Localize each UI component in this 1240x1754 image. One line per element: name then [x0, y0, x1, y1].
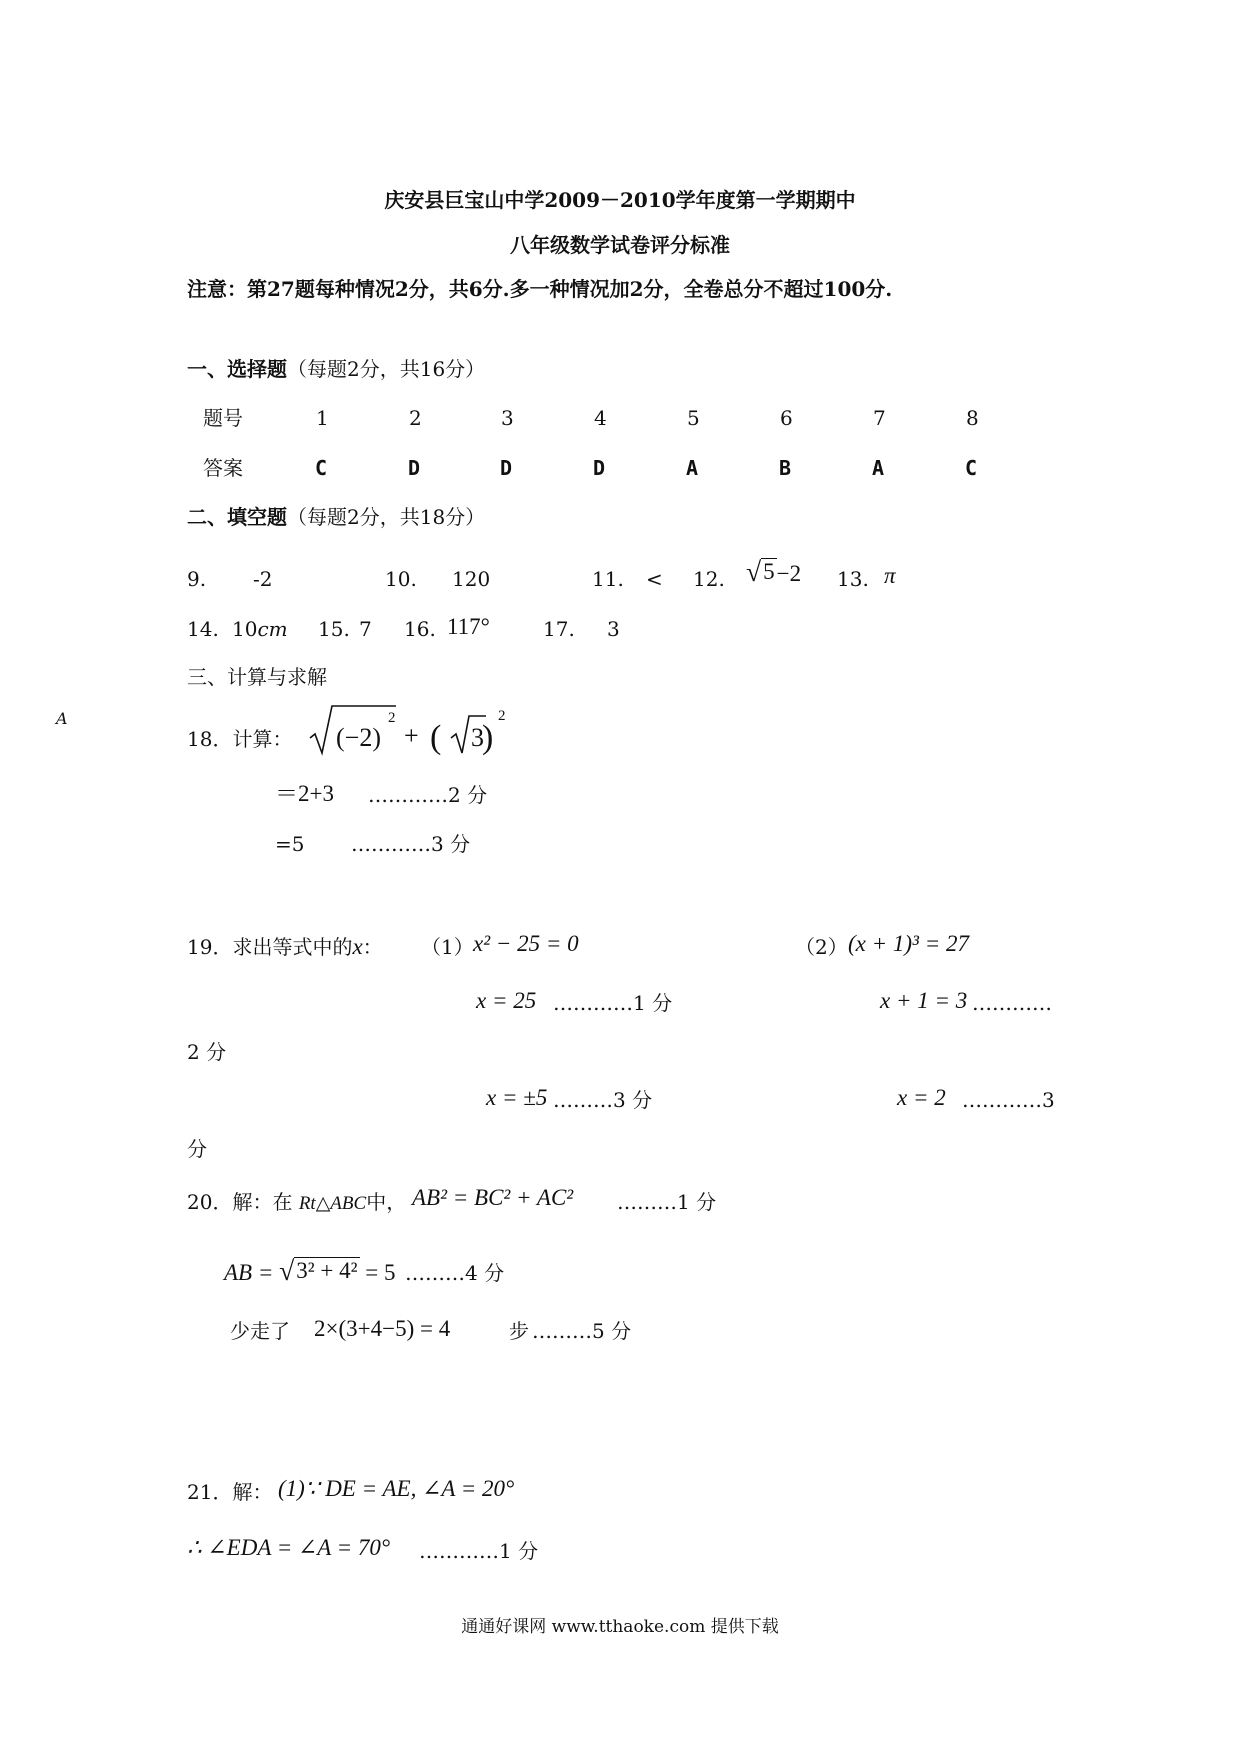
document-title: 庆安县巨宝山中学2009－2010学年度第一学期期中	[384, 188, 856, 212]
fill-q12-rest: −2	[776, 561, 802, 586]
section-calc-heading: 三、计算与求解	[187, 665, 327, 689]
table-row-label-answer: 答案	[203, 456, 243, 480]
question-number: 3	[501, 406, 514, 430]
q19-part1-step1: x = 25	[476, 988, 537, 1013]
q19-part1-equation: x² − 25 = 0	[473, 931, 579, 956]
fill-q9-number: 9.	[187, 567, 207, 591]
section-fill	[187, 504, 485, 530]
question-number: 1	[316, 406, 329, 430]
question-number: 5	[687, 406, 700, 430]
fill-q15-answer: 7	[359, 617, 372, 641]
fill-q17-answer: 3	[607, 617, 620, 641]
q21-equation2-score: …………1 分	[419, 1539, 539, 1563]
margin-mark: A	[56, 709, 68, 728]
svg-text:): )	[482, 719, 494, 756]
q18-label: 18．计算：	[187, 727, 293, 751]
q19-label	[187, 934, 383, 960]
fill-q10-answer: 120	[452, 567, 491, 591]
fill-q14-unit: cm	[257, 617, 288, 641]
section-fill-extra: （每题2分，共18分）	[287, 505, 486, 529]
q20-walk-unit: 步	[509, 1319, 529, 1343]
q21-label: 21．解：	[187, 1480, 273, 1504]
fill-q12-answer	[746, 558, 801, 587]
q19-part1-step2: x = ±5	[486, 1085, 548, 1110]
table-row-label-number: 题号	[203, 406, 243, 430]
fill-q9-answer: -2	[253, 567, 273, 591]
svg-text:2: 2	[498, 708, 506, 724]
svg-text:(: (	[430, 719, 442, 756]
q20-mid: 中，	[366, 1190, 407, 1214]
q18-step2: =5	[275, 832, 305, 856]
q19-part2-step1: x + 1 = 3	[880, 988, 968, 1013]
section-choice-extra: （每题2分，共16分）	[287, 357, 486, 381]
q20-eq2-left: AB =	[224, 1260, 274, 1285]
fill-q13-answer: π	[884, 563, 896, 588]
answer-letter: D	[500, 456, 513, 480]
fill-q14-number: 14.	[187, 617, 219, 641]
document-subtitle: 八年级数学试卷评分标准	[510, 233, 730, 257]
q18-expression	[306, 698, 486, 758]
svg-text:3: 3	[471, 723, 484, 752]
fill-q14-answer	[232, 616, 288, 642]
fill-q16-answer: 117°	[447, 614, 490, 639]
fill-q12-number: 12.	[693, 567, 725, 591]
q19-colon: ：	[362, 935, 383, 959]
fill-q10-number: 10.	[385, 567, 417, 591]
q20-triangle: Rt△ABC	[298, 1193, 367, 1214]
answer-letter: C	[315, 456, 328, 480]
q18-step1: ＝2+3	[275, 781, 334, 806]
answer-letter: C	[965, 456, 978, 480]
q20-eq2-radicand: 3² + 4²	[296, 1258, 358, 1284]
q19-part1-step2-score: ………3 分	[553, 1088, 653, 1112]
q21-equation2: ∴ ∠EDA = ∠A = 70°	[187, 1535, 391, 1560]
q19-wrap1: 2 分	[187, 1040, 227, 1064]
answer-letter: D	[593, 456, 606, 480]
q19-part2-step2: x = 2	[897, 1085, 946, 1110]
grading-note: 注意：第27题每种情况2分，共6分.多一种情况加2分，全卷总分不超过100分.	[187, 277, 893, 301]
q20-walk-equation: 2×(3+4−5) = 4	[314, 1316, 451, 1341]
q20-walk-score: ………5 分	[532, 1319, 632, 1343]
q20-equation2-score: ………4 分	[405, 1261, 505, 1285]
section-choice-heading: 一、选择题	[187, 357, 287, 381]
sqrt-symbol: √ 5	[746, 556, 775, 587]
q20-equation2	[224, 1257, 396, 1286]
fill-q11-answer: <	[646, 567, 663, 591]
q20-label-text: 20．解：在	[187, 1190, 293, 1214]
q20-label	[187, 1189, 406, 1217]
q19-part2-label: （2）	[795, 935, 848, 959]
q19-part2-step1-score: …………	[972, 991, 1052, 1015]
q20-walk-label: 少走了	[230, 1319, 290, 1343]
fill-q11-number: 11.	[592, 567, 624, 591]
q19-variable: x	[352, 934, 363, 959]
section-fill-heading: 二、填空题	[187, 505, 287, 529]
q19-part1-step1-score: …………1 分	[553, 991, 673, 1015]
answer-letter: A	[686, 456, 699, 480]
question-number: 4	[594, 406, 607, 430]
q19-wrap2: 分	[187, 1137, 207, 1161]
svg-text:+: +	[404, 721, 419, 750]
fill-q17-number: 17.	[543, 617, 575, 641]
q19-label-text: 19．求出等式中的	[187, 935, 353, 959]
sqrt-symbol: √ 3² + 4²	[279, 1255, 358, 1286]
svg-text:(−2): (−2)	[336, 723, 381, 752]
svg-text:2: 2	[388, 710, 396, 726]
question-number: 6	[780, 406, 793, 430]
q19-part1-label: （1）	[421, 935, 474, 959]
q19-part2-equation: (x + 1)³ = 27	[848, 931, 969, 956]
fill-q16-number: 16.	[404, 617, 436, 641]
q20-equation1-score: ………1 分	[617, 1190, 717, 1214]
q20-eq2-right: = 5	[365, 1260, 396, 1285]
q21-equation1: (1)∵ DE = AE, ∠A = 20°	[278, 1476, 515, 1501]
fill-q14-value: 10	[232, 617, 258, 641]
q20-equation1: AB² = BC² + AC²	[412, 1185, 574, 1210]
answer-letter: B	[779, 456, 792, 480]
q19-part2-step2-score: …………3	[962, 1088, 1055, 1112]
fill-q12-radicand: 5	[763, 559, 775, 585]
fill-q15-number: 15.	[318, 617, 350, 641]
answer-letter: A	[872, 456, 885, 480]
section-choice	[187, 356, 485, 382]
question-number: 8	[966, 406, 979, 430]
q18-step2-score: …………3 分	[351, 832, 471, 856]
q18-expression-close	[482, 698, 522, 758]
question-number: 7	[873, 406, 886, 430]
answer-letter: D	[408, 456, 421, 480]
footer-credit: 通通好课网 www.tthaoke.com 提供下载	[461, 1617, 779, 1637]
question-number: 2	[409, 406, 422, 430]
q18-step1-score: …………2 分	[368, 783, 488, 807]
fill-q13-number: 13.	[837, 567, 869, 591]
